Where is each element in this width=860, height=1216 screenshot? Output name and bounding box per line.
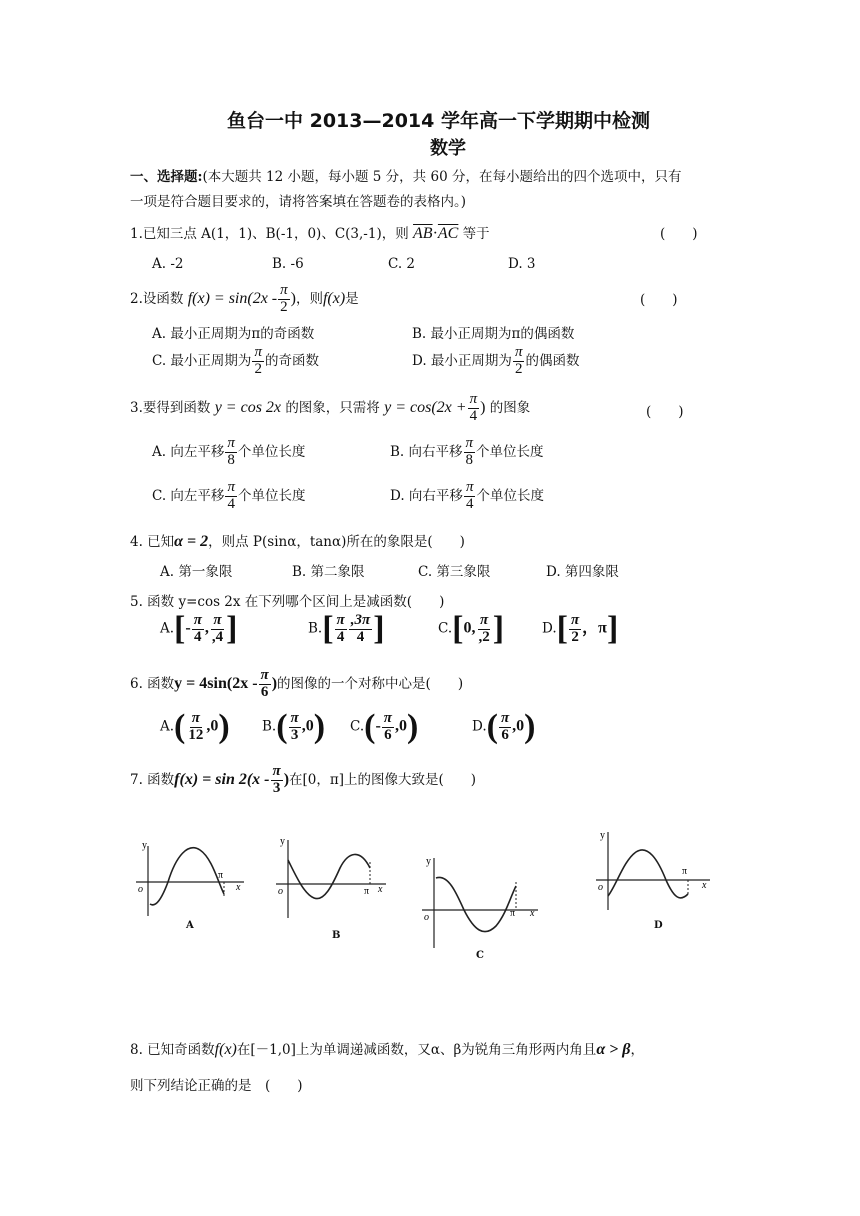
question-5: 5. 函数 y=cos 2x 在下列哪个区间上是减函数( ) — [130, 594, 445, 610]
q3-option-d: D. 向右平移 $\frac{\pi}{4}$ 个单位长度 — [390, 479, 544, 512]
q1-stem-tail: 等于 — [462, 226, 490, 242]
question-1 — [130, 222, 490, 243]
q6-option-b: B.( $\frac{\pi}{3}$ ,0) — [262, 708, 326, 745]
q2-stem-b: ，则 — [295, 290, 323, 307]
svg-text:y: y — [600, 830, 605, 841]
q2-frac: $\frac{\pi}{2}$ — [280, 282, 288, 315]
q5-option-b: B.[ $\frac{\pi}{4}$ $\frac{,3\pi}{4}$ ] — [308, 610, 385, 647]
q2-option-d: D. 最小正周期为 $\frac{\pi}{2}$ 的偶函数 — [412, 344, 580, 377]
q2-answer-paren: ( ) — [640, 292, 678, 308]
q7-label-c: C — [476, 950, 484, 961]
q1-option-d: D. 3 — [508, 256, 536, 272]
section-instructions-2: 一项是符合题目要求的，请将答案填在答题卷的表格内。) — [130, 194, 467, 210]
q3-option-b: B. 向右平移 $\frac{\pi}{8}$ 个单位长度 — [390, 435, 544, 468]
q3-f1: y = cos 2x — [214, 398, 282, 416]
q7-graph-b — [270, 832, 390, 932]
q2-option-a: A. 最小正周期为π的奇函数 — [152, 326, 315, 342]
section-heading-line — [130, 165, 681, 185]
svg-text:o: o — [598, 882, 603, 893]
question-8-line2: 则下列结论正确的是 ( ) — [130, 1078, 303, 1094]
q6-option-a: A.( $\frac{\pi}{12}$ ,0) — [160, 708, 230, 745]
q4-option-d: D. 第四象限 — [546, 564, 619, 580]
question-7: 7. 函数f(x) = sin 2(x - $\frac{\pi}{3}$ )在[0，π]上的图像大致是( ) — [130, 763, 477, 796]
q2-option-c: C. 最小正周期为 $\frac{\pi}{2}$ 的奇函数 — [152, 344, 319, 377]
q5-option-a: A.[- $\frac{\pi}{4}$ , $\frac{\pi}{,4}$ ] — [160, 610, 238, 647]
q6-option-d: D.( $\frac{\pi}{6}$ ,0) — [472, 708, 536, 745]
svg-text:π: π — [364, 886, 370, 897]
question-6: 6. 函数y = 4sin(2x - $\frac{\pi}{6}$ )的图像的一个对称中心是( ) — [130, 667, 464, 700]
svg-text:π: π — [218, 870, 224, 881]
question-3: 3.要得到函数 y = cos 2x 的图象，只需将 y = cos(2x + $\frac{\pi}{4}$ ) 的图象 — [130, 391, 531, 424]
q1-answer-paren: ( ) — [660, 226, 698, 242]
q1-vector-ab: $\overline{AB}$ — [413, 225, 433, 242]
q1-option-b: B. -6 — [272, 256, 304, 272]
question-8: 8. 已知奇函数f(x)在[－1,0]上为单调递减函数，又α、β为锐角三角形两内角且α > β， — [130, 1041, 644, 1058]
q1-option-c: C. 2 — [388, 256, 416, 272]
svg-text:o: o — [138, 884, 143, 895]
svg-text:o: o — [424, 912, 429, 923]
question-4: 4. 已知α = 2，则点 P(sinα，tanα)所在的象限是( ) — [130, 533, 465, 550]
svg-text:y: y — [426, 856, 431, 867]
section-heading: 一、选择题: — [130, 169, 203, 185]
q2-stem: 2.设函数 — [130, 290, 184, 307]
q7-graph-c — [418, 852, 543, 952]
q1-vector-ac: $\overline{AC}$ — [437, 225, 459, 242]
q4-alpha: α = 2 — [174, 533, 209, 550]
q8-condition: α > β — [596, 1041, 631, 1058]
exam-title: 鱼台一中 2013—2014 学年高一下学期期中检测 — [227, 110, 650, 132]
svg-text:π: π — [682, 866, 688, 877]
q1-option-a: A. -2 — [152, 256, 184, 272]
subject-title: 数学 — [430, 138, 466, 159]
q7-label-b: B — [332, 930, 341, 941]
q5-option-d: D.[ $\frac{\pi}{2}$ ，π] — [542, 610, 619, 647]
svg-text:x: x — [702, 880, 707, 891]
q1-dot: · — [432, 225, 438, 242]
q3-answer-paren: ( ) — [646, 404, 684, 420]
question-2 — [130, 283, 359, 316]
q4-option-a: A. 第一象限 — [160, 564, 233, 580]
q3-option-a: A. 向左平移 $\frac{\pi}{8}$ 个单位长度 — [152, 435, 306, 468]
q7-label-d: D — [654, 920, 663, 931]
section-instructions-1: (本大题共 12 小题，每小题 5 分，共 60 分，在每小题给出的四个选项中，只有 — [202, 169, 682, 185]
q4-option-b: B. 第二象限 — [292, 564, 365, 580]
q7-label-a: A — [186, 920, 194, 931]
svg-text:x: x — [530, 908, 535, 919]
q2-option-b: B. 最小正周期为π的偶函数 — [412, 326, 575, 342]
q2-func: f(x) = sin(2x - — [187, 289, 278, 307]
q7-func: f(x) = sin 2(x - — [174, 770, 270, 788]
svg-text:π: π — [510, 908, 516, 919]
svg-text:x: x — [236, 882, 241, 893]
q2-fx: f(x) — [322, 289, 346, 307]
svg-text:x: x — [378, 884, 383, 895]
q3-option-c: C. 向左平移 $\frac{\pi}{4}$ 个单位长度 — [152, 479, 306, 512]
svg-text:o: o — [278, 886, 283, 897]
q1-stem: 1.已知三点 A(1，1)、B(-1，0)、C(3,-1)，则 — [130, 226, 409, 242]
q2-close: ) — [290, 289, 296, 307]
q6-func: y = 4sin(2x - — [174, 674, 258, 692]
q3-f2: y = cos(2x + — [384, 398, 467, 416]
q4-option-c: C. 第三象限 — [418, 564, 491, 580]
q7-graph-d — [592, 826, 717, 926]
svg-text:y: y — [142, 840, 147, 851]
svg-text:y: y — [280, 836, 285, 847]
q6-option-c: C.(- $\frac{\pi}{6}$ ,0) — [350, 708, 419, 745]
q2-stem-c: 是 — [345, 290, 359, 307]
q5-option-c: C.[0, $\frac{\pi}{,2}$ ] — [438, 610, 505, 647]
